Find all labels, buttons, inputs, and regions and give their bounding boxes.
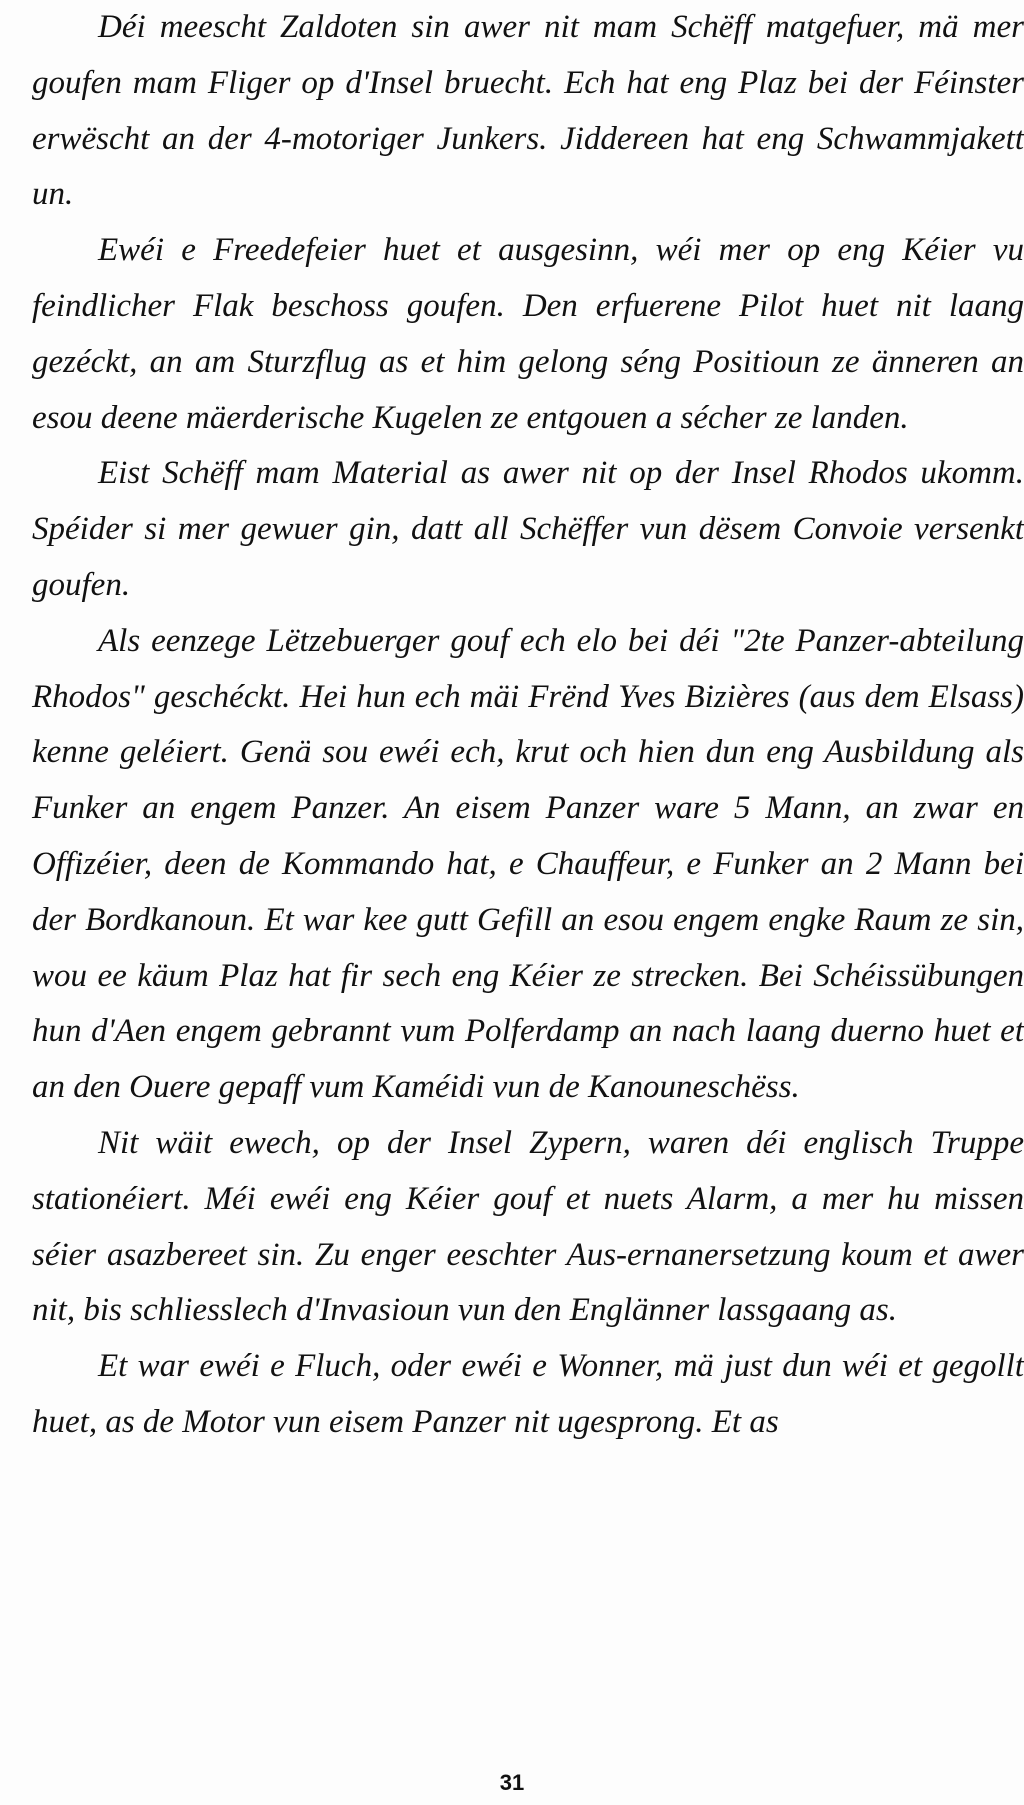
paragraph-4: Als eenzege Lëtzebuerger gouf ech elo bei déi "2te Panzer-abteilung Rhodos" geschéckt. Hei hun ech mäi Frënd Yves Bizières (aus dem Elsass) kenne geléiert. Genä sou ewéi ech, krut och hien dun eng Ausbildung als Funker an engem Panzer. An eisem Panzer ware 5 Mann, an zwar en Offizéier, deen de Kommando hat, e Chauffeur, e Funker an 2 Mann bei der Bordkanoun. Et war kee gutt Gefill an esou engem engke Raum ze sin, wou ee käum Plaz hat fir sech eng Kéier ze strecken. Bei Schéissübungen hun d'Aen engem gebrannt vum Polferdamp an nach laang duerno huet et an den Ouere gepaff vum Kaméidi vun de Kanouneschëss. xyxy=(32,622,1024,1106)
paragraph-3: Eist Schëff mam Material as awer nit op der Insel Rhodos ukomm. Spéider si mer gewuer gin, datt all Schëffer vun dësem Convoie versenkt goufen. xyxy=(32,455,1024,603)
body-text xyxy=(32,0,1024,1451)
paragraph-6: Et war ewéi e Fluch, oder ewéi e Wonner, mä just dun wéi et gegollt huet, as de Motor vun eisem Panzer nit ugesprong. Et as xyxy=(32,1348,1024,1440)
paragraph-2: Ewéi e Freedefeier huet et ausgesinn, wéi mer op eng Kéier vu feindlicher Flak beschoss goufen. Den erfuerene Pilot huet nit laang gezéckt, an am Sturzflug as et him gelong séng Positioun ze änneren an esou deene mäerderische Kugelen ze entgouen a sécher ze landen. xyxy=(32,232,1024,436)
paragraph-5: Nit wäit ewech, op der Insel Zypern, waren déi englisch Truppe stationéiert. Méi ewéi eng Kéier gouf et nuets Alarm, a mer hu missen séier asazbereet sin. Zu enger eeschter Aus-ernanersetzung koum et awer nit, bis schliesslech d'Invasioun vun den Englänner lassgaang as. xyxy=(32,1124,1024,1329)
paragraph-1: Déi meescht Zaldoten sin awer nit mam Schëff matgefuer, mä mer goufen mam Fliger op d'Insel bruecht. Ech hat eng Plaz bei der Féinster erwëscht an der 4-motoriger Junkers. Jiddereen hat eng Schwammjakett un. xyxy=(32,9,1024,213)
page-number: 31 xyxy=(499,1770,525,1795)
